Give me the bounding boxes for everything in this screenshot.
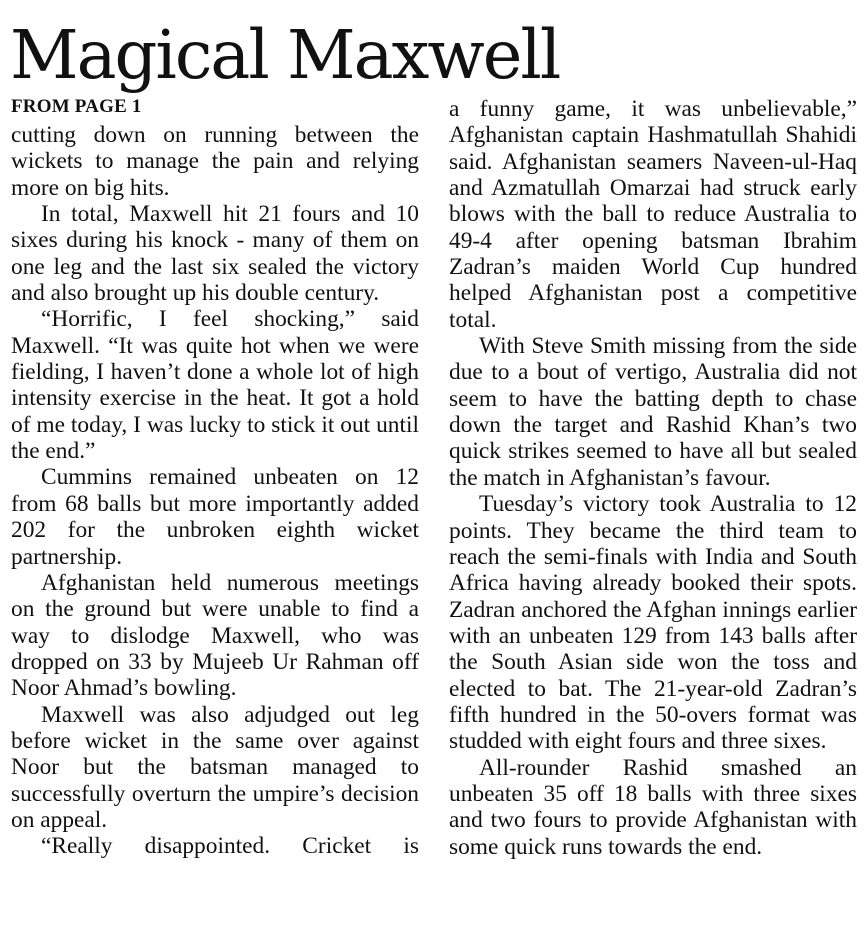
paragraph: “Horrific, I feel shocking,” said Maxwell. “It was quite hot when we were fielding, I haven’t done a whole lot of high intensity exercise in the heat. It got a hold of me today, I was lucky to stick it out until the end.” <box>11 306 419 465</box>
continuation-kicker: FROM PAGE 1 <box>11 96 142 117</box>
paragraph: In total, Maxwell hit 21 fours and 10 sixes during his knock - many of them on one leg and the last six sealed the victory and also brought up his double century. <box>11 201 419 307</box>
paragraph: With Steve Smith missing from the side due to a bout of vertigo, Australia did not seem to have the batting depth to chase down the target and Rashid Khan’s two quick strikes seemed to have all but sealed the match in Afghanistan’s favour. <box>449 333 857 491</box>
paragraph: Tuesday’s victory took Australia to 12 points. They became the third team to reach the semi-finals with India and South Africa having already booked their spots. Zadran anchored the Afghan innings earlier with an unbeaten 129 from 143 balls after the South Asian side won the toss and elected to bat. The 21-year-old Zadran’s fifth hundred in the 50-overs format was studded with eight fours and three sixes. <box>449 491 857 755</box>
left-column <box>11 96 419 860</box>
paragraph: “Really disappointed. Cricket is <box>41 833 419 860</box>
headline: Magical Maxwell <box>10 16 560 94</box>
paragraph: Maxwell was also adjudged out leg before wicket in the same over against Noor but the batsman managed to successfully overturn the umpire’s decision on appeal. <box>11 701 419 833</box>
right-column <box>449 96 857 860</box>
paragraph: Cummins remained unbeaten on 12 from 68 balls but more importantly added 202 for the unbroken eighth wicket partnership. <box>11 464 419 570</box>
paragraph: All-rounder Rashid smashed an unbeaten 35 off 18 balls with three sixes and two fours to provide Afghanistan with some quick runs towards the end. <box>449 754 857 860</box>
paragraph: a funny game, it was unbelievable,” Afghanistan captain Hashmatullah Shahidi said. Afghanistan seamers Naveen-ul-Haq and Azmatullah Omarzai had struck early blows with the ball to reduce Australia to 49-4 after opening batsman Ibrahim Zadran’s maiden World Cup hundred helped Afghanistan post a competitive total. <box>449 96 857 333</box>
paragraph: Afghanistan held numerous meetings on the ground but were unable to find a way to dislodge Maxwell, who was dropped on 33 by Mujeeb Ur Rahman off Noor Ahmad’s bowling. <box>11 569 419 702</box>
paragraph: cutting down on running between the wickets to manage the pain and relying more on big hits. <box>11 122 419 201</box>
